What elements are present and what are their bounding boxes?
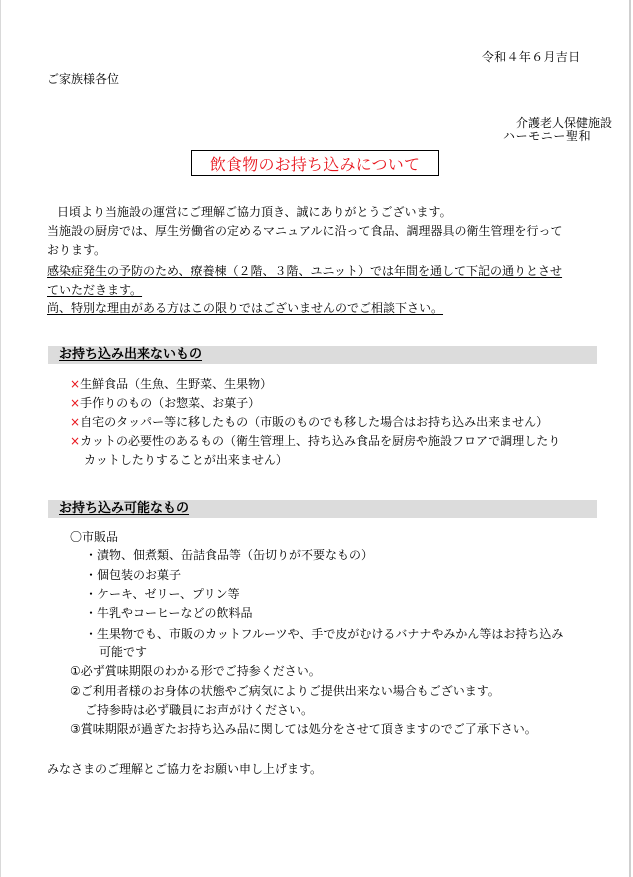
recipient: ご家族様各位: [47, 72, 120, 86]
allowed-item-5-cont: 可能です: [99, 645, 148, 659]
list-item: [70, 396, 260, 410]
not-allowed-item-1: 生鮮食品（生魚、生野菜、生果物）: [80, 377, 273, 391]
list-item: [70, 377, 272, 391]
bullet-icon: ・: [85, 627, 98, 641]
bullet-icon: ・: [85, 568, 98, 582]
list-item: [70, 434, 560, 448]
list-item: [85, 548, 373, 562]
list-item: [85, 627, 563, 641]
allowed-heading-bar: [48, 500, 597, 518]
not-allowed-item-2: 手作りのもの（お惣菜、お菓子）: [80, 396, 261, 410]
note-1: ①必ず賞味期限のわかる形でご持参ください。: [70, 664, 321, 678]
document-title-box: [191, 150, 439, 176]
cross-mark-icon: ×: [70, 396, 81, 410]
intro-line-5: ていただきます。: [47, 283, 143, 297]
facility-name: ハーモニー聖和: [503, 129, 592, 143]
allowed-item-5: 生果物でも、市販のカットフルーツや、手で皮がむけるバナナやみかん等はお持ち込み: [97, 627, 564, 641]
facility-type: 介護老人保健施設: [516, 116, 613, 130]
not-allowed-item-3: 自宅のタッパー等に移したもの（市販のものでも移した場合はお持ち込み出来ません）: [80, 415, 549, 429]
allowed-item-2: 個包装のお菓子: [97, 568, 182, 582]
bullet-icon: ・: [85, 548, 98, 562]
list-item: [85, 606, 253, 620]
intro-line-2: 当施設の厨房では、厚生労働省の定めるマニュアルに沿って食品、調理器具の衛生管理を行って: [47, 224, 563, 238]
intro-line-4: 感染症発生の予防のため、療養棟（２階、３階、ユニット）では年間を通して下記の通りとさせ: [47, 264, 563, 278]
allowed-category: 〇市販品: [70, 530, 119, 544]
bullet-icon: ・: [85, 587, 98, 601]
page-right-edge: [629, 0, 631, 877]
allowed-heading: お持ち込み可能なもの: [59, 501, 190, 516]
intro-line-3: おります。: [47, 243, 107, 257]
not-allowed-heading-bar: [48, 346, 597, 364]
bullet-icon: ・: [85, 606, 98, 620]
allowed-item-4: 牛乳やコーヒーなどの飲料品: [97, 606, 253, 620]
list-item: [70, 415, 548, 429]
note-3: ③賞味期限が過ぎたお持ち込み品に関しては処分をさせて頂きますのでご了承下さい。: [70, 722, 537, 736]
intro-line-6: 尚、特別な理由がある方はこの限りではございませんのでご相談下さい。: [47, 301, 444, 315]
allowed-item-3: ケーキ、ゼリー、プリン等: [97, 587, 240, 601]
list-item: [85, 587, 240, 601]
not-allowed-item-4: カットの必要性のあるもの（衛生管理上、持ち込み食品を厨房や施設フロアで調理したり: [80, 434, 561, 448]
not-allowed-heading: お持ち込み出来ないもの: [59, 347, 203, 362]
list-item: [85, 568, 181, 582]
intro-line-1: 日頃より当施設の運営にご理解ご協力頂き、誠にありがとうございます。: [57, 205, 452, 219]
cross-mark-icon: ×: [70, 377, 81, 391]
document-date: 令和４年６月吉日: [482, 50, 581, 64]
note-2: ②ご利用者様のお身体の状態やご病気によりご提供出来ない場合もございます。: [70, 684, 500, 698]
closing-line: みなさまのご理解とご協力をお願い申し上げます。: [47, 762, 323, 776]
cross-mark-icon: ×: [70, 415, 81, 429]
note-2-cont: ご持参時は必ず職員にお声がけください。: [85, 703, 314, 717]
document-title: 飲食物のお持ち込みについて: [209, 154, 421, 174]
cross-mark-icon: ×: [70, 434, 81, 448]
page-left-edge: [0, 0, 1, 877]
allowed-item-1: 漬物、佃煮類、缶詰食品等（缶切りが不要なもの）: [97, 548, 374, 562]
not-allowed-item-4-cont: カットしたりすることが出来ません）: [84, 453, 288, 467]
